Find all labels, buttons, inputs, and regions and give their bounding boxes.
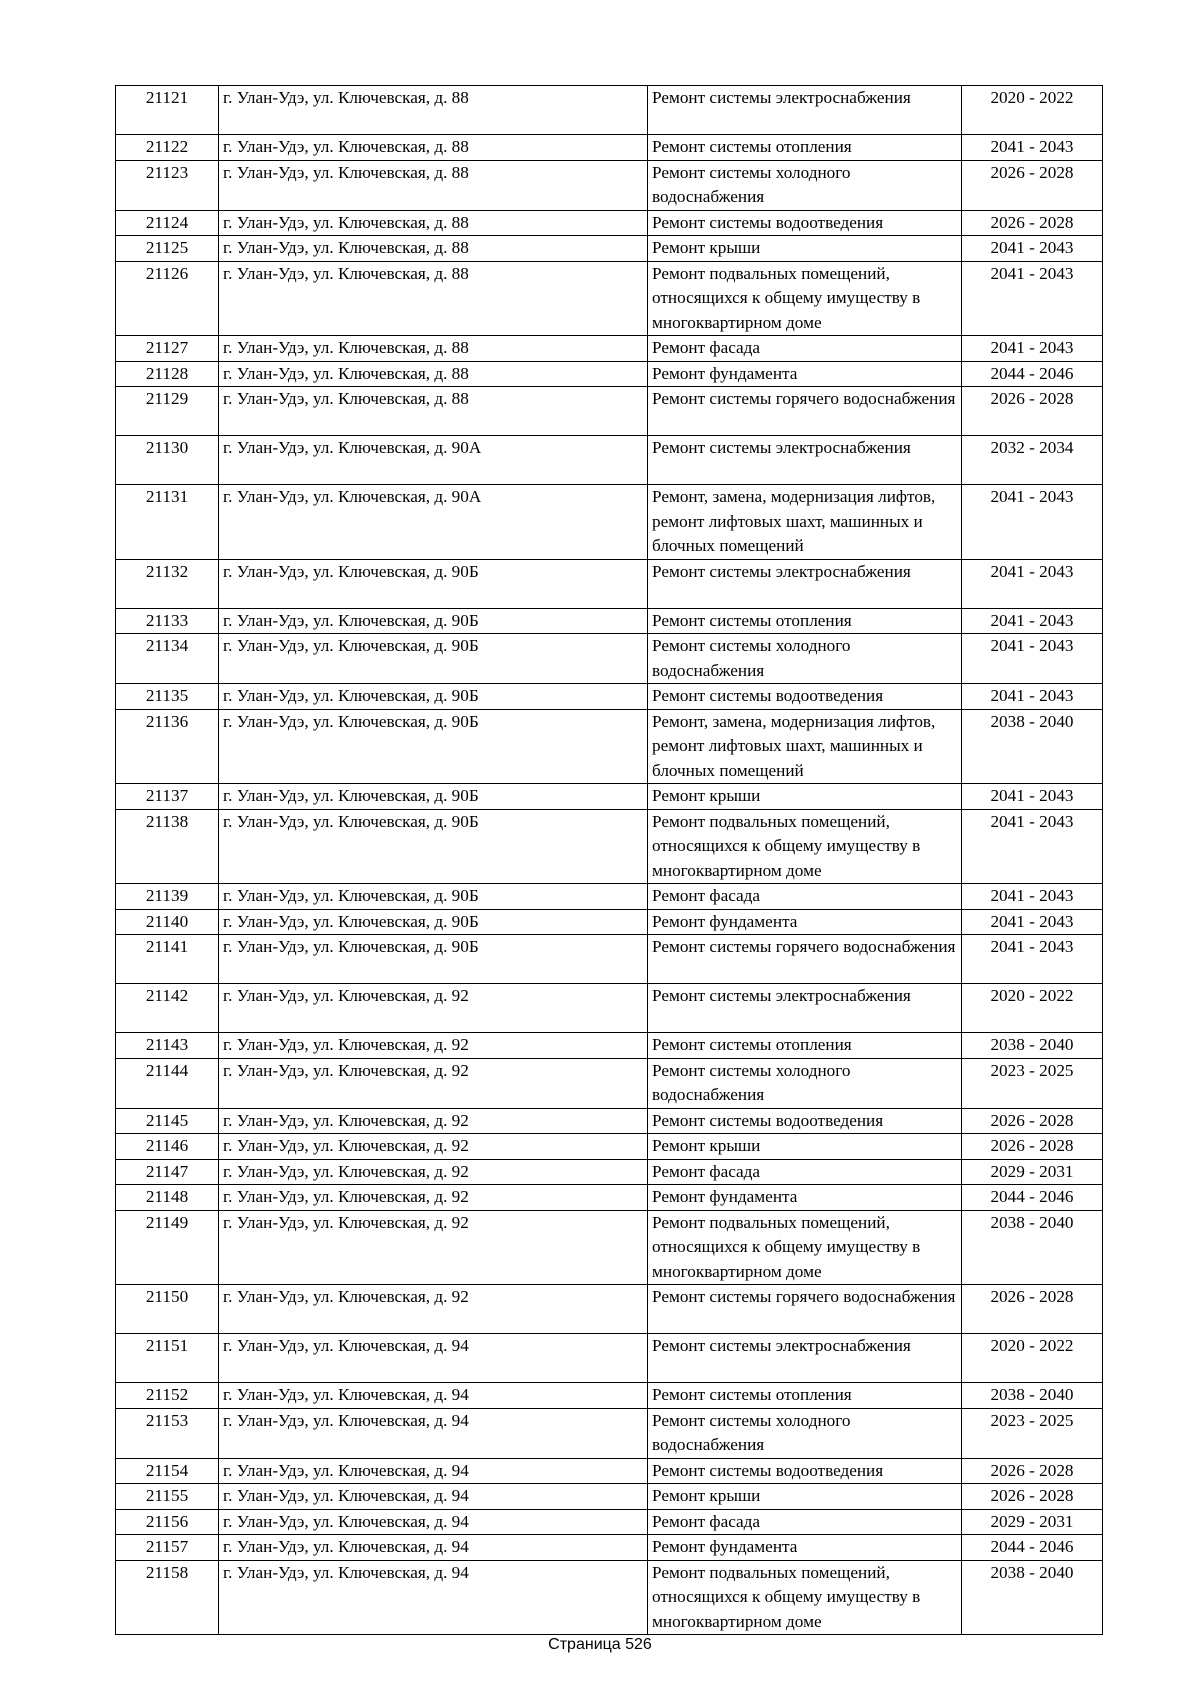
- work-type-cell: Ремонт, замена, модернизация лифтов, ремонт лифтовых шахт, машинных и блочных помещений: [648, 709, 962, 784]
- period-cell: 2020 - 2022: [962, 1334, 1103, 1383]
- work-type-cell: Ремонт системы водоотведения: [648, 1458, 962, 1484]
- period-cell: 2026 - 2028: [962, 160, 1103, 210]
- row-number-cell: 21147: [116, 1159, 219, 1185]
- row-number-cell: 21126: [116, 261, 219, 336]
- period-cell: 2026 - 2028: [962, 1484, 1103, 1510]
- table-row: [116, 135, 1103, 161]
- address-cell: г. Улан-Удэ, ул. Ключевская, д. 90Б: [219, 884, 648, 910]
- table-row: [116, 436, 1103, 485]
- address-cell: г. Улан-Удэ, ул. Ключевская, д. 88: [219, 135, 648, 161]
- period-cell: 2026 - 2028: [962, 1108, 1103, 1134]
- table-row: [116, 608, 1103, 634]
- table-row: [116, 1058, 1103, 1108]
- work-type-cell: Ремонт системы холодного водоснабжения: [648, 1058, 962, 1108]
- period-cell: 2026 - 2028: [962, 210, 1103, 236]
- period-cell: 2023 - 2025: [962, 1058, 1103, 1108]
- address-cell: г. Улан-Удэ, ул. Ключевская, д. 94: [219, 1458, 648, 1484]
- table-row: [116, 784, 1103, 810]
- table-row: [116, 160, 1103, 210]
- row-number-cell: 21139: [116, 884, 219, 910]
- table-row: [116, 559, 1103, 608]
- address-cell: г. Улан-Удэ, ул. Ключевская, д. 94: [219, 1383, 648, 1409]
- table-row: [116, 684, 1103, 710]
- table-row: [116, 1210, 1103, 1285]
- period-cell: 2041 - 2043: [962, 135, 1103, 161]
- row-number-cell: 21151: [116, 1334, 219, 1383]
- work-type-cell: Ремонт системы горячего водоснабжения: [648, 935, 962, 984]
- work-type-cell: Ремонт системы холодного водоснабжения: [648, 634, 962, 684]
- period-cell: 2023 - 2025: [962, 1408, 1103, 1458]
- row-number-cell: 21153: [116, 1408, 219, 1458]
- address-cell: г. Улан-Удэ, ул. Ключевская, д. 92: [219, 1285, 648, 1334]
- table-row: [116, 1509, 1103, 1535]
- row-number-cell: 21121: [116, 86, 219, 135]
- work-type-cell: Ремонт подвальных помещений, относящихся к общему имуществу в многоквартирном доме: [648, 809, 962, 884]
- row-number-cell: 21131: [116, 485, 219, 560]
- work-type-cell: Ремонт системы отопления: [648, 1033, 962, 1059]
- period-cell: 2041 - 2043: [962, 485, 1103, 560]
- period-cell: 2041 - 2043: [962, 559, 1103, 608]
- row-number-cell: 21122: [116, 135, 219, 161]
- period-cell: 2038 - 2040: [962, 1383, 1103, 1409]
- period-cell: 2041 - 2043: [962, 784, 1103, 810]
- period-cell: 2041 - 2043: [962, 236, 1103, 262]
- address-cell: г. Улан-Удэ, ул. Ключевская, д. 92: [219, 1210, 648, 1285]
- table-row: [116, 1108, 1103, 1134]
- period-cell: 2029 - 2031: [962, 1509, 1103, 1535]
- work-type-cell: Ремонт подвальных помещений, относящихся к общему имуществу в многоквартирном доме: [648, 261, 962, 336]
- period-cell: 2020 - 2022: [962, 86, 1103, 135]
- work-type-cell: Ремонт крыши: [648, 784, 962, 810]
- work-type-cell: Ремонт системы отопления: [648, 135, 962, 161]
- address-cell: г. Улан-Удэ, ул. Ключевская, д. 94: [219, 1535, 648, 1561]
- row-number-cell: 21158: [116, 1560, 219, 1635]
- row-number-cell: 21155: [116, 1484, 219, 1510]
- page-footer: [0, 1636, 1200, 1654]
- address-cell: г. Улан-Удэ, ул. Ключевская, д. 92: [219, 1159, 648, 1185]
- table-row: [116, 261, 1103, 336]
- work-type-cell: Ремонт фундамента: [648, 909, 962, 935]
- period-cell: 2038 - 2040: [962, 709, 1103, 784]
- work-type-cell: Ремонт фасада: [648, 884, 962, 910]
- table-row: [116, 634, 1103, 684]
- work-type-cell: Ремонт фундамента: [648, 361, 962, 387]
- work-type-cell: Ремонт фундамента: [648, 1185, 962, 1211]
- table-row: [116, 236, 1103, 262]
- work-type-cell: Ремонт крыши: [648, 1484, 962, 1510]
- work-type-cell: Ремонт крыши: [648, 1134, 962, 1160]
- row-number-cell: 21128: [116, 361, 219, 387]
- period-cell: 2044 - 2046: [962, 1535, 1103, 1561]
- table-row: [116, 1134, 1103, 1160]
- table-row: [116, 1458, 1103, 1484]
- address-cell: г. Улан-Удэ, ул. Ключевская, д. 88: [219, 361, 648, 387]
- table-row: [116, 1185, 1103, 1211]
- work-type-cell: Ремонт системы отопления: [648, 608, 962, 634]
- row-number-cell: 21150: [116, 1285, 219, 1334]
- page-number-label: Страница 526: [548, 1636, 652, 1653]
- work-type-cell: Ремонт фасада: [648, 336, 962, 362]
- work-type-cell: Ремонт системы электроснабжения: [648, 559, 962, 608]
- row-number-cell: 21143: [116, 1033, 219, 1059]
- address-cell: г. Улан-Удэ, ул. Ключевская, д. 90Б: [219, 684, 648, 710]
- period-cell: 2041 - 2043: [962, 809, 1103, 884]
- period-cell: 2038 - 2040: [962, 1033, 1103, 1059]
- work-type-cell: Ремонт фасада: [648, 1159, 962, 1185]
- address-cell: г. Улан-Удэ, ул. Ключевская, д. 88: [219, 387, 648, 436]
- period-cell: 2041 - 2043: [962, 336, 1103, 362]
- table-row: [116, 1484, 1103, 1510]
- table-row: [116, 1535, 1103, 1561]
- period-cell: 2044 - 2046: [962, 361, 1103, 387]
- table-row: [116, 709, 1103, 784]
- period-cell: 2026 - 2028: [962, 1458, 1103, 1484]
- address-cell: г. Улан-Удэ, ул. Ключевская, д. 92: [219, 1108, 648, 1134]
- table-row: [116, 1159, 1103, 1185]
- address-cell: г. Улан-Удэ, ул. Ключевская, д. 90Б: [219, 559, 648, 608]
- table-row: [116, 361, 1103, 387]
- table-row: [116, 909, 1103, 935]
- address-cell: г. Улан-Удэ, ул. Ключевская, д. 90Б: [219, 608, 648, 634]
- row-number-cell: 21133: [116, 608, 219, 634]
- address-cell: г. Улан-Удэ, ул. Ключевская, д. 90Б: [219, 809, 648, 884]
- address-cell: г. Улан-Удэ, ул. Ключевская, д. 90Б: [219, 909, 648, 935]
- table-row: [116, 336, 1103, 362]
- table-row: [116, 1285, 1103, 1334]
- address-cell: г. Улан-Удэ, ул. Ключевская, д. 90Б: [219, 709, 648, 784]
- address-cell: г. Улан-Удэ, ул. Ключевская, д. 90Б: [219, 634, 648, 684]
- work-type-cell: Ремонт крыши: [648, 236, 962, 262]
- row-number-cell: 21136: [116, 709, 219, 784]
- period-cell: 2038 - 2040: [962, 1210, 1103, 1285]
- table-row: [116, 86, 1103, 135]
- row-number-cell: 21157: [116, 1535, 219, 1561]
- row-number-cell: 21132: [116, 559, 219, 608]
- address-cell: г. Улан-Удэ, ул. Ключевская, д. 88: [219, 236, 648, 262]
- address-cell: г. Улан-Удэ, ул. Ключевская, д. 92: [219, 1058, 648, 1108]
- address-cell: г. Улан-Удэ, ул. Ключевская, д. 92: [219, 984, 648, 1033]
- row-number-cell: 21127: [116, 336, 219, 362]
- period-cell: 2032 - 2034: [962, 436, 1103, 485]
- table-row: [116, 984, 1103, 1033]
- row-number-cell: 21138: [116, 809, 219, 884]
- period-cell: 2041 - 2043: [962, 884, 1103, 910]
- work-type-cell: Ремонт системы водоотведения: [648, 684, 962, 710]
- period-cell: 2041 - 2043: [962, 935, 1103, 984]
- period-cell: 2041 - 2043: [962, 608, 1103, 634]
- table-row: [116, 387, 1103, 436]
- row-number-cell: 21141: [116, 935, 219, 984]
- row-number-cell: 21154: [116, 1458, 219, 1484]
- table-row: [116, 935, 1103, 984]
- work-type-cell: Ремонт системы холодного водоснабжения: [648, 160, 962, 210]
- address-cell: г. Улан-Удэ, ул. Ключевская, д. 94: [219, 1484, 648, 1510]
- address-cell: г. Улан-Удэ, ул. Ключевская, д. 90Б: [219, 784, 648, 810]
- work-type-cell: Ремонт системы холодного водоснабжения: [648, 1408, 962, 1458]
- table-row: [116, 1033, 1103, 1059]
- table-row: [116, 1408, 1103, 1458]
- address-cell: г. Улан-Удэ, ул. Ключевская, д. 94: [219, 1334, 648, 1383]
- period-cell: 2038 - 2040: [962, 1560, 1103, 1635]
- address-cell: г. Улан-Удэ, ул. Ключевская, д. 90А: [219, 485, 648, 560]
- address-cell: г. Улан-Удэ, ул. Ключевская, д. 92: [219, 1033, 648, 1059]
- table-row: [116, 210, 1103, 236]
- period-cell: 2041 - 2043: [962, 909, 1103, 935]
- work-type-cell: Ремонт подвальных помещений, относящихся к общему имуществу в многоквартирном доме: [648, 1210, 962, 1285]
- work-type-cell: Ремонт системы электроснабжения: [648, 984, 962, 1033]
- table-row: [116, 485, 1103, 560]
- repair-schedule-table: [115, 85, 1103, 1635]
- work-type-cell: Ремонт фундамента: [648, 1535, 962, 1561]
- row-number-cell: 21135: [116, 684, 219, 710]
- row-number-cell: 21145: [116, 1108, 219, 1134]
- row-number-cell: 21130: [116, 436, 219, 485]
- work-type-cell: Ремонт подвальных помещений, относящихся к общему имуществу в многоквартирном доме: [648, 1560, 962, 1635]
- table-row: [116, 1560, 1103, 1635]
- work-type-cell: Ремонт фасада: [648, 1509, 962, 1535]
- address-cell: г. Улан-Удэ, ул. Ключевская, д. 90Б: [219, 935, 648, 984]
- period-cell: 2041 - 2043: [962, 684, 1103, 710]
- row-number-cell: 21134: [116, 634, 219, 684]
- table-row: [116, 809, 1103, 884]
- work-type-cell: Ремонт системы горячего водоснабжения: [648, 1285, 962, 1334]
- address-cell: г. Улан-Удэ, ул. Ключевская, д. 92: [219, 1134, 648, 1160]
- work-type-cell: Ремонт системы водоотведения: [648, 210, 962, 236]
- row-number-cell: 21123: [116, 160, 219, 210]
- address-cell: г. Улан-Удэ, ул. Ключевская, д. 88: [219, 336, 648, 362]
- row-number-cell: 21144: [116, 1058, 219, 1108]
- address-cell: г. Улан-Удэ, ул. Ключевская, д. 94: [219, 1509, 648, 1535]
- work-type-cell: Ремонт системы электроснабжения: [648, 86, 962, 135]
- address-cell: г. Улан-Удэ, ул. Ключевская, д. 88: [219, 86, 648, 135]
- period-cell: 2029 - 2031: [962, 1159, 1103, 1185]
- row-number-cell: 21149: [116, 1210, 219, 1285]
- address-cell: г. Улан-Удэ, ул. Ключевская, д. 88: [219, 210, 648, 236]
- address-cell: г. Улан-Удэ, ул. Ключевская, д. 88: [219, 160, 648, 210]
- row-number-cell: 21124: [116, 210, 219, 236]
- address-cell: г. Улан-Удэ, ул. Ключевская, д. 92: [219, 1185, 648, 1211]
- work-type-cell: Ремонт системы электроснабжения: [648, 1334, 962, 1383]
- repair-schedule-body: [116, 86, 1103, 1635]
- period-cell: 2026 - 2028: [962, 387, 1103, 436]
- table-row: [116, 1334, 1103, 1383]
- table-row: [116, 1383, 1103, 1409]
- row-number-cell: 21156: [116, 1509, 219, 1535]
- period-cell: 2026 - 2028: [962, 1285, 1103, 1334]
- row-number-cell: 21148: [116, 1185, 219, 1211]
- row-number-cell: 21129: [116, 387, 219, 436]
- address-cell: г. Улан-Удэ, ул. Ключевская, д. 88: [219, 261, 648, 336]
- work-type-cell: Ремонт системы горячего водоснабжения: [648, 387, 962, 436]
- period-cell: 2041 - 2043: [962, 261, 1103, 336]
- period-cell: 2044 - 2046: [962, 1185, 1103, 1211]
- row-number-cell: 21152: [116, 1383, 219, 1409]
- row-number-cell: 21146: [116, 1134, 219, 1160]
- period-cell: 2041 - 2043: [962, 634, 1103, 684]
- row-number-cell: 21137: [116, 784, 219, 810]
- work-type-cell: Ремонт системы электроснабжения: [648, 436, 962, 485]
- address-cell: г. Улан-Удэ, ул. Ключевская, д. 94: [219, 1560, 648, 1635]
- period-cell: 2026 - 2028: [962, 1134, 1103, 1160]
- row-number-cell: 21142: [116, 984, 219, 1033]
- row-number-cell: 21140: [116, 909, 219, 935]
- row-number-cell: 21125: [116, 236, 219, 262]
- work-type-cell: Ремонт системы водоотведения: [648, 1108, 962, 1134]
- work-type-cell: Ремонт системы отопления: [648, 1383, 962, 1409]
- table-row: [116, 884, 1103, 910]
- work-type-cell: Ремонт, замена, модернизация лифтов, ремонт лифтовых шахт, машинных и блочных помещений: [648, 485, 962, 560]
- address-cell: г. Улан-Удэ, ул. Ключевская, д. 94: [219, 1408, 648, 1458]
- address-cell: г. Улан-Удэ, ул. Ключевская, д. 90А: [219, 436, 648, 485]
- period-cell: 2020 - 2022: [962, 984, 1103, 1033]
